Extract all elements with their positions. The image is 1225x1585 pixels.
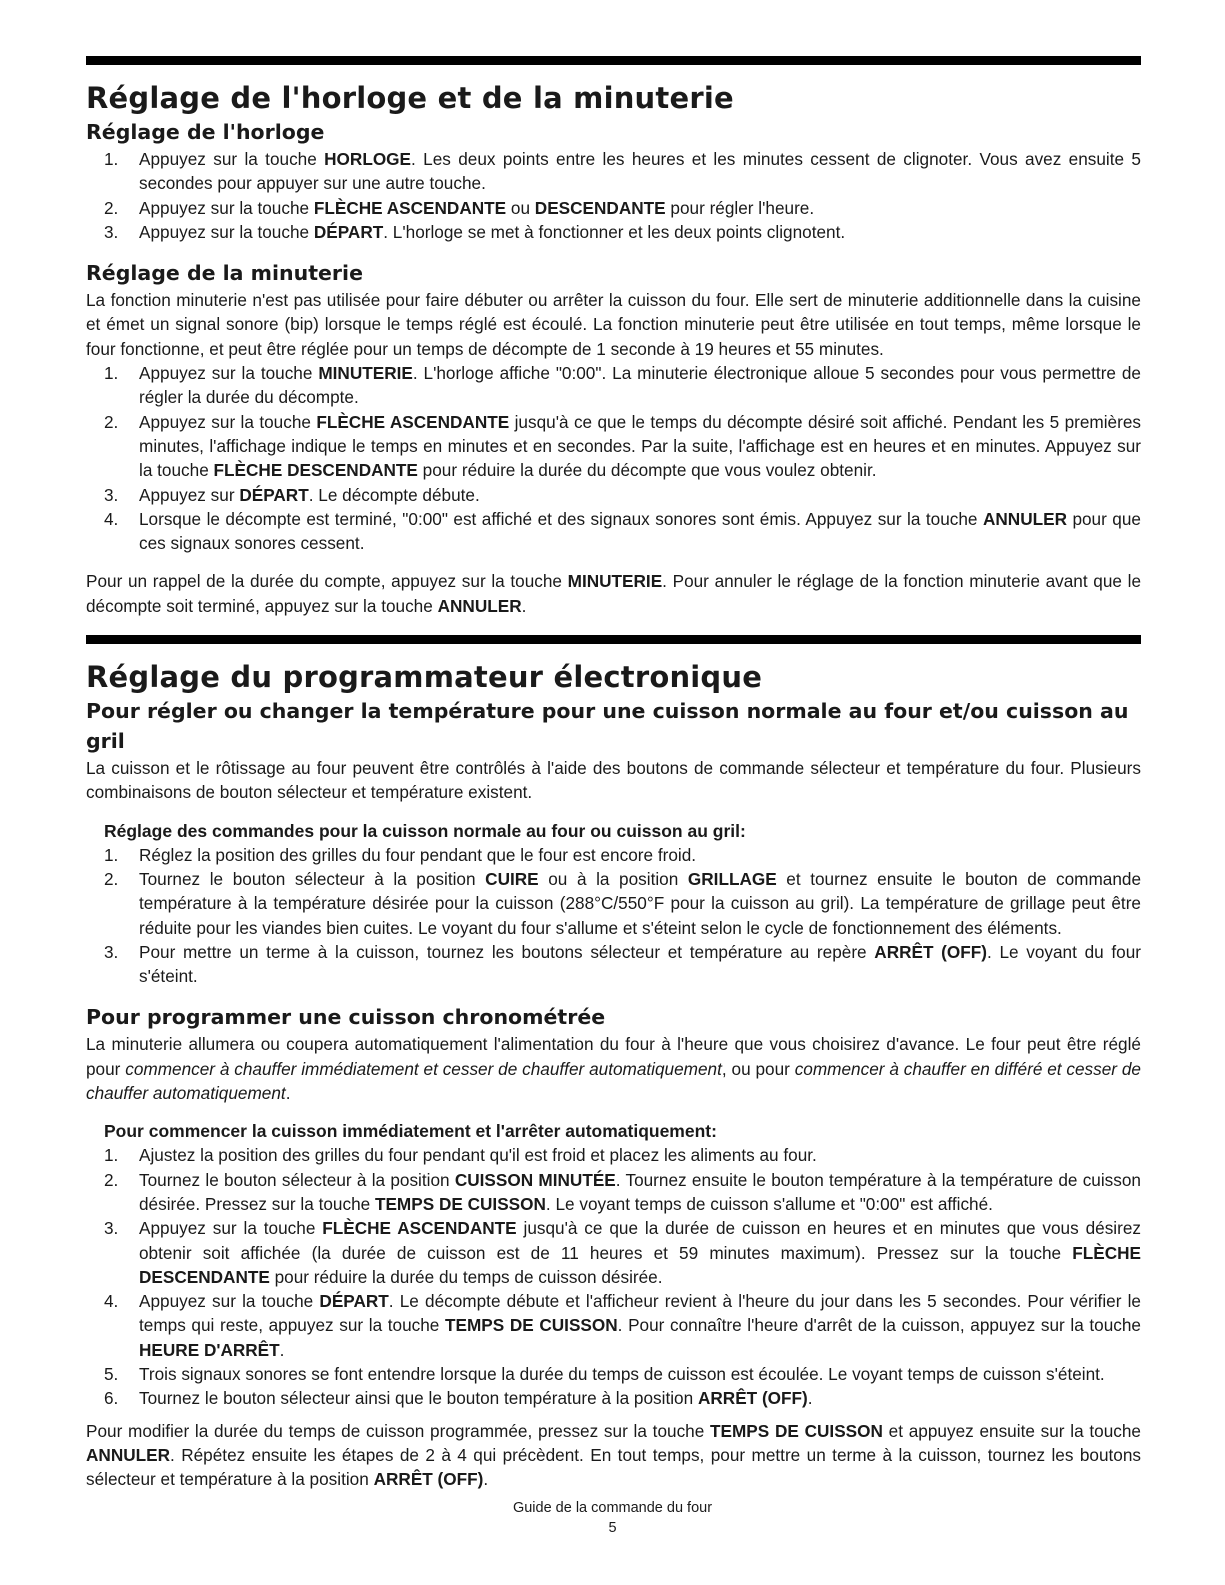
text-run: Appuyez sur la touche — [139, 197, 314, 218]
text-run: . — [279, 1339, 285, 1360]
text-run: . Le décompte débute. — [308, 484, 480, 505]
text-run: . Répétez ensuite les étapes de 2 à 4 qui précèdent. En tout temps, pour mettre un terme à la cuisson, tournez les boutons sélecteur et température à la position — [86, 1444, 1141, 1490]
section-divider — [86, 56, 1141, 65]
list-item — [86, 940, 1141, 989]
text-run: Appuyez sur la touche — [139, 363, 319, 384]
emphasis-key: MINUTERIE — [567, 571, 663, 592]
step-number: 2. — [104, 868, 119, 889]
emphasis-key: TEMPS DE CUISSON — [710, 1420, 883, 1441]
step-number: 2. — [104, 411, 119, 432]
step-number: 3. — [104, 221, 119, 242]
emphasis-key: FLÈCHE ASCENDANTE — [322, 1218, 517, 1239]
text-run: pour régler l'heure. — [665, 197, 815, 218]
list-item — [86, 1216, 1141, 1289]
page-content — [86, 56, 1141, 1491]
text-run: Tournez le bouton sélecteur à la position — [139, 868, 486, 889]
list-item — [86, 843, 1141, 867]
footer-guide-title: Guide de la commande du four — [512, 1500, 713, 1516]
emphasis-key: HEURE D'ARRÊT — [139, 1339, 280, 1360]
step-number: 1. — [104, 844, 119, 865]
text-run: pour que ces signaux sonores cessent. — [139, 508, 1141, 554]
text-run: jusqu'à ce que le temps du décompte désiré soit affiché. Pendant les 5 premières minutes, l'affichage indique le temps en minutes et en secondes. Par la suite, l'affichage est en heures et en minutes. Appuyez sur la touche — [139, 411, 1141, 481]
text-run: Trois signaux sonores se font entendre lorsque la durée du temps de cuisson est écoulée. Le voyant temps de cuisson s'éteint. — [139, 1363, 1105, 1384]
page-number: 5 — [608, 1520, 617, 1536]
heading-clock: Réglage de l'horloge — [86, 120, 325, 144]
text-run: Pour modifier la durée du temps de cuisson programmée, pressez sur la touche — [86, 1420, 711, 1441]
text-run: Appuyez sur la touche — [139, 1218, 323, 1239]
subheading-timed: Pour commencer la cuisson immédiatement et l'arrêter automatiquement: — [104, 1121, 717, 1142]
list-item — [86, 361, 1141, 410]
text-run: . Le décompte débute et l'afficheur revient à l'heure du jour dans les 5 secondes. Pour vérifier le temps qui reste, appuyez sur la touche — [139, 1291, 1141, 1336]
step-number: 5. — [104, 1363, 119, 1384]
emphasis-key: FLÈCHE ASCENDANTE — [313, 197, 507, 218]
emphasis-key: MINUTERIE — [318, 363, 413, 384]
text-run: Réglez la position des grilles du four pendant que le four est encore froid. — [139, 844, 697, 865]
text-run: pour réduire la durée du décompte que vous voulez obtenir. — [417, 460, 877, 481]
step-number: 2. — [104, 197, 119, 218]
text-run: ou à la position — [538, 868, 688, 889]
list-item — [86, 1143, 1141, 1167]
emphasis-key: DÉPART — [313, 221, 384, 242]
text-run: Appuyez sur la touche — [139, 149, 325, 169]
text-run: pour réduire la durée du temps de cuisson désirée. — [269, 1266, 663, 1287]
text-run: Tournez le bouton sélecteur ainsi que le bouton température à la position — [139, 1388, 698, 1409]
normal-intro: La cuisson et le rôtissage au four peuvent être contrôlés à l'aide des boutons de commande sélecteur et température du four. Plusieurs combinaisons de bouton sélecteur et température existent. — [86, 758, 1141, 803]
emphasis-key: TEMPS DE CUISSON — [374, 1193, 546, 1214]
text-run: Pour mettre un terme à la cuisson, tournez les boutons sélecteur et température au repère — [139, 941, 875, 962]
timer-steps — [86, 361, 1141, 555]
section-divider — [86, 635, 1141, 644]
emphasis-key: FLÈCHE DESCENDANTE — [139, 1242, 1141, 1287]
section-title-programmer: Réglage du programmateur électronique — [86, 660, 763, 695]
emphasis-key: ARRÊT (OFF) — [874, 941, 987, 962]
text-run: . Les deux points entre les heures et les minutes cessent de clignoter. Vous avez ensuite 5 secondes pour appuyer sur une autre touche. — [139, 149, 1141, 194]
heading-timer: Réglage de la minuterie — [86, 261, 363, 286]
text-run: . Le voyant temps de cuisson s'allume et "0:00" est affiché. — [545, 1193, 993, 1214]
section-title-clock: Réglage de l'horloge et de la minuterie — [86, 81, 734, 115]
timer-intro: La fonction minuterie n'est pas utilisée pour faire débuter ou arrêter la cuisson du four. Elle sert de minuterie additionnelle dans la cuisine et émet un signal sonore (bip) lorsque le temps réglé est écoulé. La fonction minuterie peut être utilisée en tout temps, même lorsque le four fonctionne, et peut être réglée pour un temps de décompte de 1 seconde à 19 heures et 55 minutes. — [86, 290, 1141, 359]
text-run: et appuyez ensuite sur la touche — [882, 1420, 1141, 1441]
emphasis-key: TEMPS DE CUISSON — [445, 1315, 618, 1336]
text-run: . — [807, 1388, 813, 1409]
list-item — [86, 410, 1141, 483]
step-number: 1. — [104, 363, 119, 384]
text-run: et tournez ensuite le bouton de commande température à la température désirée pour la cuisson (288°C/550°F pour la cuisson au gril). La température de grillage peut être réduite pour les viandes bien cuites. Le voyant du four s'allume et s'éteint selon le cycle de fonctionnement des éléments. — [139, 868, 1142, 938]
timed-intro: La minuterie allumera ou coupera automatiquement l'alimentation du four à l'heure que vous choisirez d'avance. Le four peut être réglé pour commencer à chauffer immédiatement et cesser de chauffer automatiquement, ou pour commencer à chauffer en différé et cesser de chauffer automatiquement. — [86, 1034, 1141, 1104]
emphasis-key: FLÈCHE DESCENDANTE — [213, 460, 418, 481]
step-number: 2. — [104, 1169, 119, 1190]
text-run: . Le voyant du four s'éteint. — [139, 941, 1141, 987]
heading-normal-cooking: Pour régler ou changer la température pour une cuisson normale au four et/ou cuisson au gril — [86, 699, 1129, 754]
text-run: Appuyez sur la touche — [139, 1291, 320, 1312]
step-number: 3. — [104, 941, 119, 962]
list-item — [86, 867, 1141, 940]
heading-timed-cooking: Pour programmer une cuisson chronométrée — [86, 1005, 606, 1030]
text-run: Appuyez sur la touche — [139, 221, 314, 242]
emphasis-key: DÉPART — [319, 1291, 389, 1312]
text-run: . — [483, 1469, 489, 1490]
emphasis-key: HORLOGE — [324, 149, 412, 169]
list-item — [86, 196, 1141, 220]
normal-steps — [86, 843, 1141, 989]
text-run: Appuyez sur — [139, 484, 240, 505]
text-run: Appuyez sur la touche — [139, 411, 317, 432]
subheading-normal: Réglage des commandes pour la cuisson normale au four ou cuisson au gril: — [104, 820, 746, 841]
emphasis-key: ANNULER — [437, 595, 522, 616]
page-footer — [0, 1498, 1225, 1538]
text-run: . — [521, 595, 527, 616]
list-item — [86, 483, 1141, 507]
emphasis-key: ANNULER — [982, 508, 1067, 529]
text-run: Lorsque le décompte est terminé, "0:00" est affiché et des signaux sonores sont émis. Appuyez sur la touche — [139, 508, 983, 529]
step-number: 4. — [104, 508, 119, 529]
list-item — [86, 1386, 1141, 1410]
list-item — [86, 1289, 1141, 1362]
emphasis-key: DÉPART — [239, 484, 309, 505]
emphasis-key: ARRÊT (OFF) — [697, 1388, 808, 1409]
text-run: . L'horloge se met à fonctionner et les deux points clignotent. — [383, 221, 846, 242]
list-item — [86, 220, 1141, 244]
text-run: . Pour connaître l'heure d'arrêt de la cuisson, appuyez sur la touche — [617, 1315, 1141, 1336]
timed-note — [86, 1419, 1141, 1492]
step-number: 3. — [104, 1218, 119, 1239]
emphasis-key: GRILLAGE — [687, 868, 777, 889]
emphasis-key: DESCENDANTE — [534, 197, 666, 218]
emphasis-key: FLÈCHE ASCENDANTE — [316, 411, 510, 432]
step-number: 6. — [104, 1388, 119, 1409]
step-number: 1. — [104, 149, 119, 169]
text-run: jusqu'à ce que la durée de cuisson en heures et en minutes que vous désirez obtenir soit affichée (la durée de cuisson est de 11 heures et 59 minutes maximum). Pressez sur la touche — [139, 1218, 1141, 1263]
text-run: . L'horloge affiche "0:00". La minuterie électronique alloue 5 secondes pour vous permettre de régler la durée du décompte. — [139, 363, 1141, 408]
text-run: Pour un rappel de la durée du compte, appuyez sur la touche — [86, 571, 568, 592]
emphasis-key: ANNULER — [86, 1444, 171, 1465]
text-run: Ajustez la position des grilles du four pendant qu'il est froid et placez les aliments au four. — [139, 1145, 817, 1166]
emphasis-key: ARRÊT (OFF) — [373, 1469, 484, 1490]
step-number: 3. — [104, 484, 119, 505]
step-number: 1. — [104, 1145, 119, 1166]
emphasis-key: CUIRE — [485, 868, 539, 889]
timed-steps — [86, 1143, 1141, 1410]
list-item — [86, 1362, 1141, 1386]
clock-steps — [86, 147, 1141, 244]
list-item — [86, 147, 1141, 196]
list-item — [86, 507, 1141, 556]
text-run: . Pour annuler le réglage de la fonction minuterie avant que le décompte soit terminé, appuyez sur la touche — [86, 571, 1142, 616]
step-number: 4. — [104, 1291, 119, 1312]
text-run: ou — [506, 197, 535, 218]
text-run: . Tournez ensuite le bouton température à la température de cuisson désirée. Pressez sur la touche — [139, 1169, 1141, 1214]
list-item — [86, 1168, 1141, 1217]
text-run: Tournez le bouton sélecteur à la position — [139, 1169, 455, 1190]
emphasis-key: CUISSON MINUTÉE — [454, 1169, 616, 1190]
timer-note — [86, 569, 1141, 618]
